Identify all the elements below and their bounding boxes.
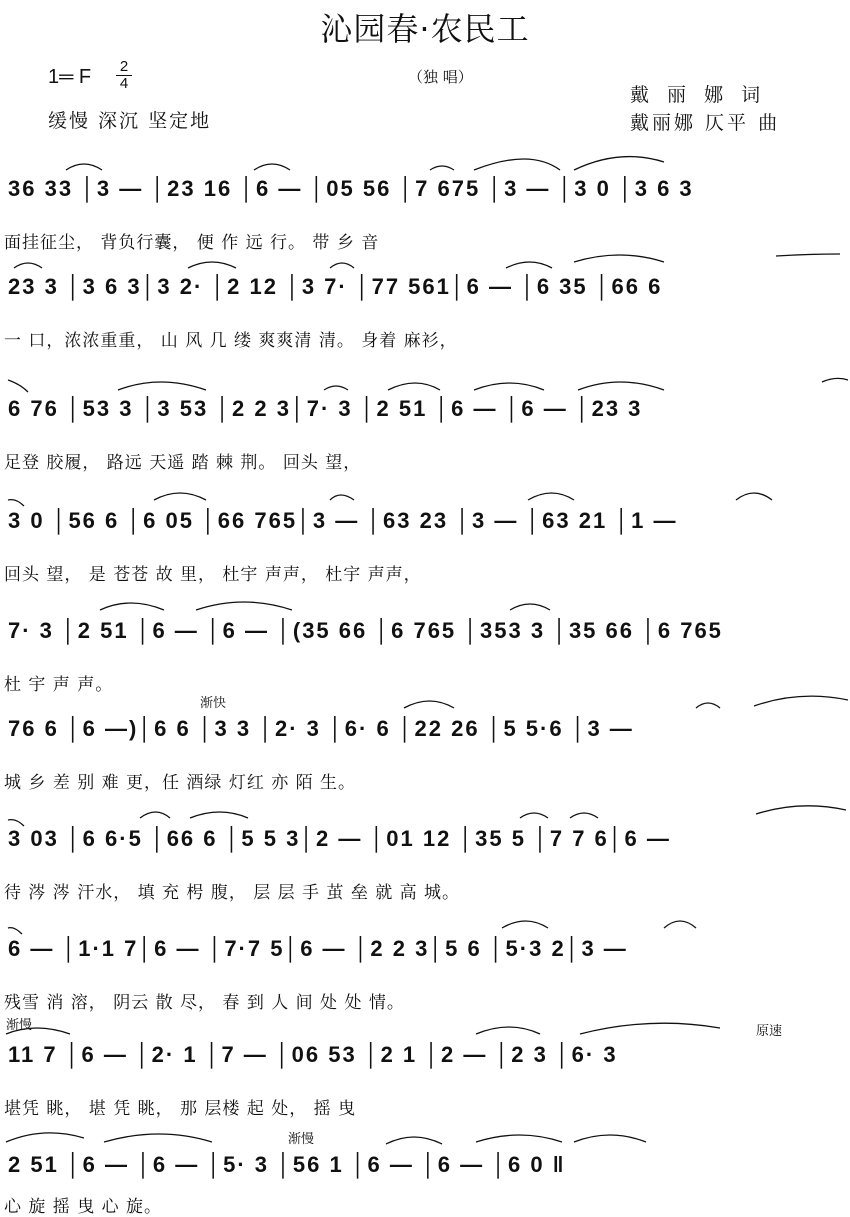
- notation-line: 3 03 │6 6·5 │66 6 │5 5 3│2 — │01 12 │35 5 │7 7 6│6 —: [8, 826, 671, 851]
- lyric-line: 残雪 消 溶， 阴云 散 尽， 春 到 人 间 处 处 情。: [4, 993, 405, 1013]
- notation-line: 6 76 │53 3 │3 53 │2 2 3│7· 3 │2 51 │6 — │6 — │23 3: [8, 396, 643, 421]
- time-signature-top: 2: [119, 58, 129, 75]
- notation-line: 3 0 │56 6 │6 05 │66 765│3 — │63 23 │3 — │63 21 │1 —: [8, 508, 678, 533]
- tempo-change-mark: 渐快: [200, 696, 227, 711]
- notation-line: 23 3 │3 6 3│3 2· │2 12 │3 7· │77 561│6 — │6 35 │66 6: [8, 274, 663, 299]
- lyricist-credit: 戴 丽 娜 词: [630, 84, 767, 106]
- lyric-line: 足登 胶履， 路远 天遥 踏 棘 荆。 回头 望，: [4, 453, 362, 473]
- lyric-line: 心 旋 摇 曳 心 旋。: [4, 1197, 163, 1217]
- notation-line: 11 7 │6 — │2· 1 │7 — │06 53 │2 1 │2 — │2 3 │6· 3: [8, 1042, 618, 1067]
- key-signature: 1═ F: [48, 66, 92, 88]
- time-signature-bottom: 4: [119, 75, 129, 92]
- composer-credit: 戴丽娜 仄平 曲: [630, 112, 781, 134]
- lyric-line: 杜 宇 声 声。: [4, 675, 114, 695]
- lyric-line: 一 口，浓浓重重， 山 风 几 缕 爽爽清 清。 身着 麻衫，: [4, 331, 458, 351]
- lyric-line: 回头 望， 是 苍苍 故 里， 杜宇 声声， 杜宇 声声，: [4, 565, 422, 585]
- lyric-line: 待 涔 涔 汗水， 填 充 枵 腹， 层 层 手 茧 垒 就 高 城。: [4, 883, 461, 903]
- song-title: 沁园春·农民工: [320, 10, 530, 48]
- notation-line: 76 6 │6 —)│6 6 │3 3 │2· 3 │6· 6 │22 26 │5 5·6 │3 —: [8, 716, 634, 741]
- lyric-line: 堪凭 眺， 堪 凭 眺， 那 层楼 起 处， 摇 曳: [4, 1099, 357, 1119]
- performance-form: （独 唱）: [408, 68, 473, 86]
- tempo-change-mark: 原速: [756, 1024, 783, 1039]
- notation-line: 36 33 │3 — │23 16 │6 — │05 56 │7 675 │3 — │3 0 │3 6 3: [8, 176, 694, 201]
- notation-line: 6 — │1·1 7│6 — │7·7 5│6 — │2 2 3│5 6 │5·3 2│3 —: [8, 936, 628, 961]
- notation-line: 2 51 │6 — │6 — │5· 3 │56 1 │6 — │6 — │6 0 ‖: [8, 1152, 566, 1177]
- tempo-change-mark: 渐慢: [6, 1018, 33, 1033]
- tempo-change-mark: 渐慢: [288, 1132, 315, 1147]
- notation-line: 7· 3 │2 51 │6 — │6 — │(35 66 │6 765 │353 3 │35 66 │6 765: [8, 618, 723, 643]
- tempo-marking: 缓慢 深沉 坚定地: [48, 110, 212, 132]
- lyric-line: 面挂征尘， 背负行囊， 便 作 远 行。 带 乡 音: [4, 233, 380, 253]
- lyric-line: 城 乡 差 别 难 更，任 酒绿 灯红 亦 陌 生。: [4, 773, 357, 793]
